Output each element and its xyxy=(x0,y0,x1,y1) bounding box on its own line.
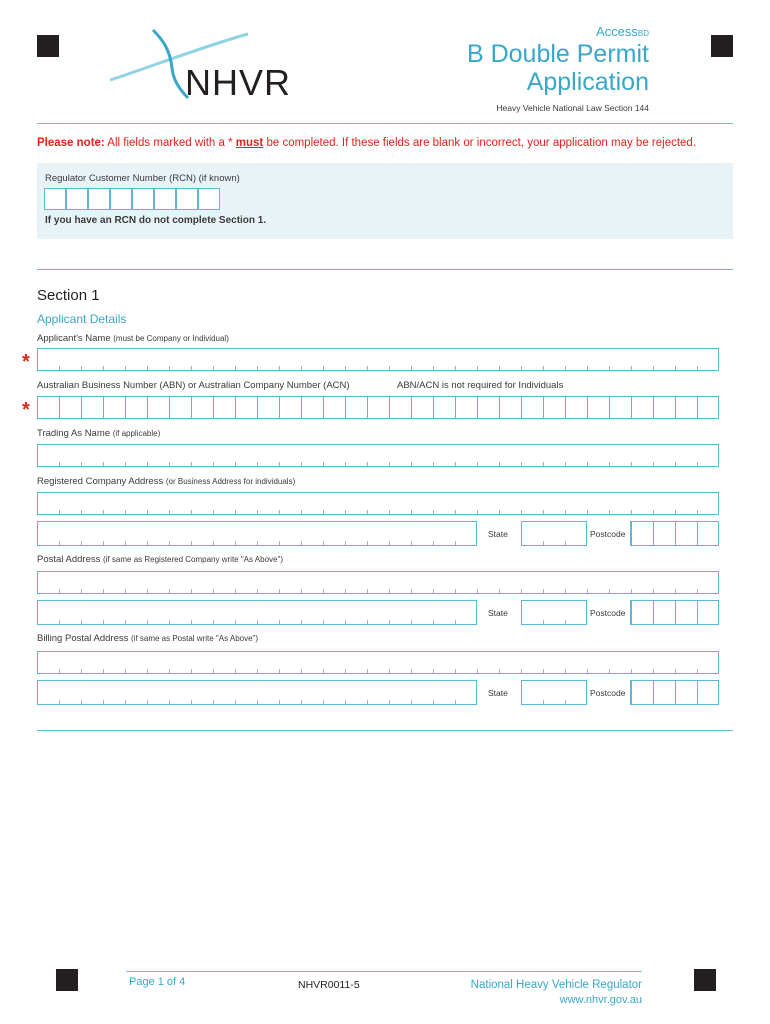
abn-label: Australian Business Number (ABN) or Australian Company Number (ACN) xyxy=(37,380,350,391)
billing-address-label xyxy=(37,633,258,644)
divider xyxy=(37,123,733,124)
postcode-label: Postcode xyxy=(590,529,626,539)
rcn-cell[interactable] xyxy=(154,188,176,210)
required-star: * xyxy=(22,351,30,373)
registration-mark xyxy=(711,35,733,57)
postal-postcode-input[interactable] xyxy=(630,600,719,625)
abn-input[interactable] xyxy=(37,396,719,419)
form-code: NHVR0011-5 xyxy=(298,979,360,991)
rcn-input[interactable] xyxy=(44,188,220,210)
trading-as-label xyxy=(37,428,160,439)
footer-org: National Heavy Vehicle Regulator xyxy=(470,979,642,991)
rcn-note: If you have an RCN do not complete Section 1. xyxy=(45,215,267,226)
rcn-label: Regulator Customer Number (RCN) (if known) xyxy=(45,173,240,184)
billing-state-input[interactable] xyxy=(521,680,587,705)
notice-must: must xyxy=(235,137,264,149)
required-star: * xyxy=(22,399,30,421)
billing-address-hint: (if same as Postal write "As Above") xyxy=(131,634,259,643)
rcn-cell[interactable] xyxy=(44,188,66,210)
rcn-cell[interactable] xyxy=(88,188,110,210)
postal-address-line2-input[interactable] xyxy=(37,600,477,625)
state-label: State xyxy=(488,529,508,539)
footer-rule xyxy=(126,971,642,972)
logo-text: NHVR xyxy=(185,62,292,103)
rcn-cell[interactable] xyxy=(132,188,154,210)
billing-postcode-input[interactable] xyxy=(630,680,719,705)
page-number: Page 1 of 4 xyxy=(129,976,186,988)
trading-as-text: Trading As Name xyxy=(37,428,111,439)
access-prefix: Access xyxy=(595,24,638,39)
postal-address-hint: (if same as Registered Company write "As Above") xyxy=(103,555,283,564)
trading-as-hint: (if applicable) xyxy=(112,429,161,438)
applicant-name-label xyxy=(37,333,229,344)
access-suffix: BD xyxy=(637,29,649,38)
rcn-cell[interactable] xyxy=(176,188,198,210)
billing-address-text: Billing Postal Address xyxy=(37,633,129,644)
registered-address-hint: (or Business Address for individuals) xyxy=(165,477,296,486)
title-line-2: Application xyxy=(526,68,649,96)
registration-mark xyxy=(694,969,716,991)
rcn-cell[interactable] xyxy=(110,188,132,210)
postal-address-label xyxy=(37,554,283,565)
nhvr-logo xyxy=(108,28,303,103)
divider xyxy=(37,269,733,270)
divider xyxy=(37,730,733,731)
applicant-name-text: Applicant's Name xyxy=(37,333,111,344)
section-subtitle: Applicant Details xyxy=(37,312,127,326)
section-title: Section 1 xyxy=(37,287,100,304)
law-subtitle: Heavy Vehicle National Law Section 144 xyxy=(496,103,649,113)
registered-address-label xyxy=(37,476,295,487)
billing-address-line2-input[interactable] xyxy=(37,680,477,705)
applicant-name-hint: (must be Company or Individual) xyxy=(113,334,229,343)
postal-address-line1-input[interactable] xyxy=(37,571,719,594)
state-label: State xyxy=(488,608,508,618)
registration-mark xyxy=(37,35,59,57)
rcn-panel xyxy=(37,163,733,239)
trading-as-input[interactable] xyxy=(37,444,719,467)
rcn-cell[interactable] xyxy=(198,188,220,210)
access-tag xyxy=(596,24,649,39)
registration-mark xyxy=(56,969,78,991)
title-line-1: B Double Permit xyxy=(466,40,649,68)
footer-url: www.nhvr.gov.au xyxy=(559,994,642,1006)
registered-state-input[interactable] xyxy=(521,521,587,546)
registered-address-text: Registered Company Address xyxy=(37,476,164,487)
registered-postcode-input[interactable] xyxy=(630,521,719,546)
notice-pre: All fields marked with a * xyxy=(104,137,236,149)
required-notice xyxy=(37,137,696,149)
applicant-name-input[interactable] xyxy=(37,348,719,371)
notice-post: be completed. If these fields are blank or incorrect, your application may be rejected. xyxy=(263,137,697,149)
postal-state-input[interactable] xyxy=(521,600,587,625)
registered-address-line2-input[interactable] xyxy=(37,521,477,546)
notice-bold: Please note: xyxy=(37,137,105,149)
registered-address-line1-input[interactable] xyxy=(37,492,719,515)
rcn-cell[interactable] xyxy=(66,188,88,210)
state-label: State xyxy=(488,688,508,698)
postcode-label: Postcode xyxy=(590,608,626,618)
billing-address-line1-input[interactable] xyxy=(37,651,719,674)
postal-address-text: Postal Address xyxy=(37,554,101,565)
abn-note: ABN/ACN is not required for Individuals xyxy=(397,380,564,391)
page-title xyxy=(467,40,649,96)
postcode-label: Postcode xyxy=(590,688,626,698)
